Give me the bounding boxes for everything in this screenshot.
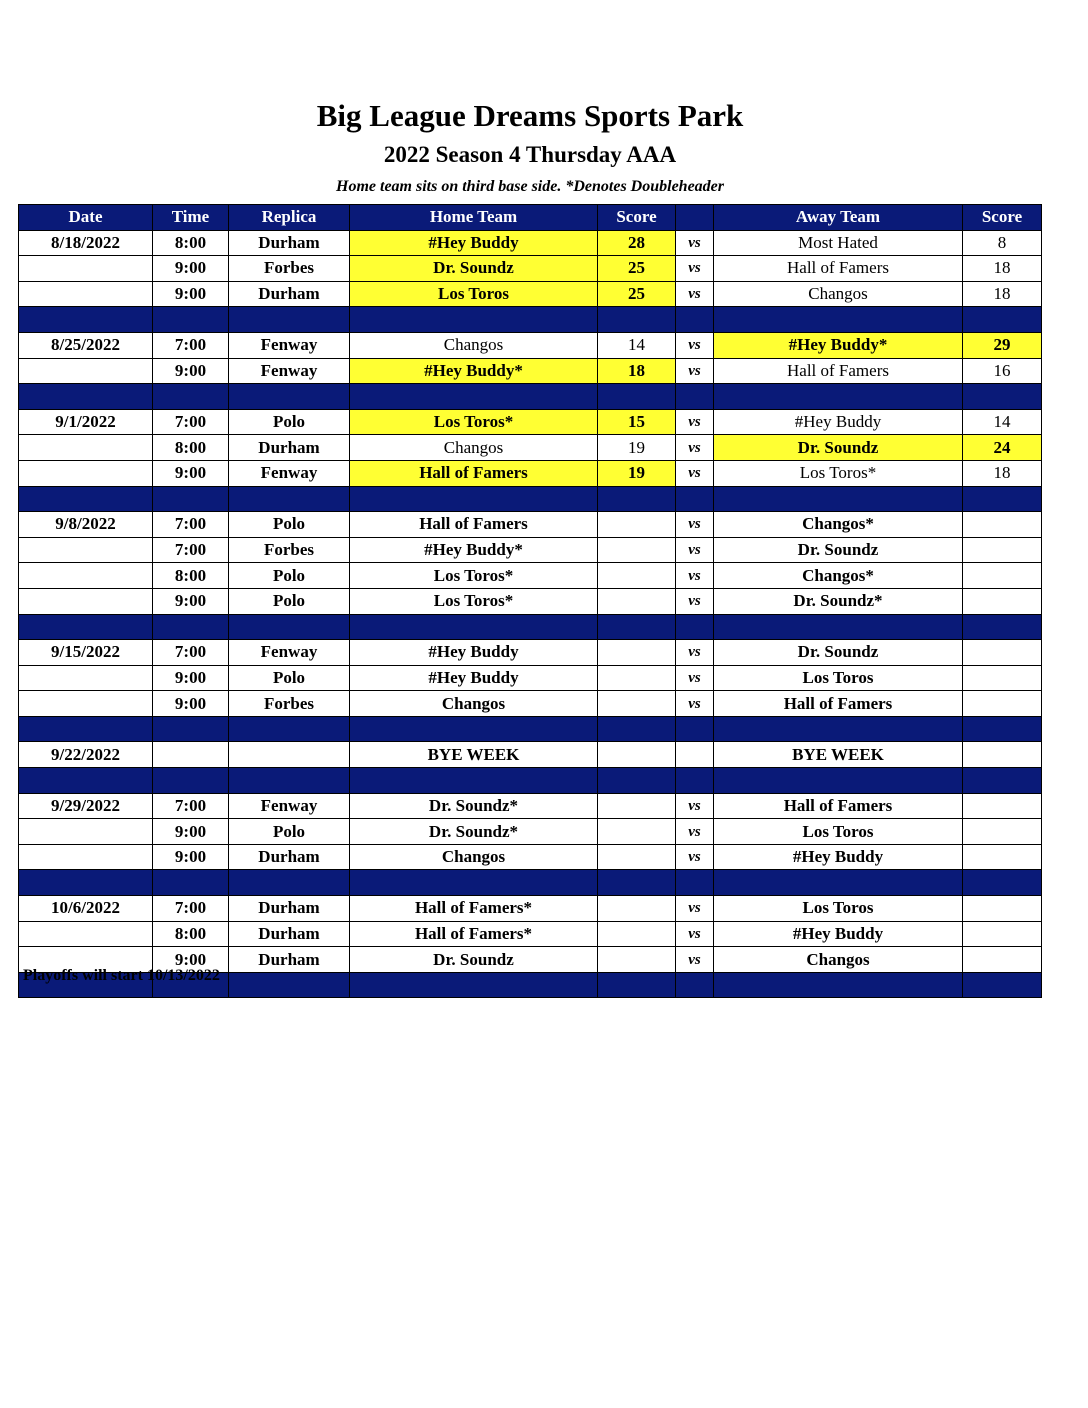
vs-cell: vs [676, 281, 714, 307]
home-team-cell: Dr. Soundz* [350, 819, 598, 845]
table-row [19, 435, 1042, 461]
home-team-cell: #Hey Buddy [350, 230, 598, 256]
away-team-cell: #Hey Buddy [714, 409, 963, 435]
replica-cell: Durham [229, 281, 350, 307]
away-team-cell: #Hey Buddy [714, 921, 963, 947]
time-cell: 8:00 [153, 921, 229, 947]
table-row [19, 332, 1042, 358]
separator-cell [153, 384, 229, 410]
date-cell [19, 819, 153, 845]
replica-cell: Polo [229, 665, 350, 691]
home-score-cell: 25 [598, 281, 676, 307]
home-team-cell: Dr. Soundz* [350, 793, 598, 819]
home-score-cell [598, 563, 676, 589]
time-cell: 9:00 [153, 281, 229, 307]
table-row [19, 460, 1042, 486]
vs-cell: vs [676, 358, 714, 384]
table-row [19, 691, 1042, 717]
away-score-cell [963, 640, 1042, 666]
time-cell: 7:00 [153, 512, 229, 538]
home-score-cell [598, 512, 676, 538]
separator-cell [19, 614, 153, 640]
replica-cell: Fenway [229, 332, 350, 358]
away-score-cell [963, 921, 1042, 947]
page-subtitle: 2022 Season 4 Thursday AAA [383, 142, 677, 167]
separator-row [19, 486, 1042, 512]
home-score-cell [598, 844, 676, 870]
separator-cell [714, 384, 963, 410]
separator-cell [153, 614, 229, 640]
table-row [19, 563, 1042, 589]
date-cell [19, 537, 153, 563]
separator-cell [963, 384, 1042, 410]
separator-cell [598, 384, 676, 410]
away-score-cell: 18 [963, 460, 1042, 486]
vs-cell: vs [676, 793, 714, 819]
table-row [19, 819, 1042, 845]
replica-cell: Durham [229, 896, 350, 922]
away-team-cell: Changos* [714, 512, 963, 538]
date-cell: 9/8/2022 [19, 512, 153, 538]
date-cell [19, 665, 153, 691]
away-team-cell: Dr. Soundz [714, 537, 963, 563]
replica-cell: Durham [229, 230, 350, 256]
home-score-cell [598, 896, 676, 922]
separator-cell [350, 870, 598, 896]
table-row [19, 281, 1042, 307]
away-team-cell: Hall of Famers [714, 691, 963, 717]
schedule-note: Home team sits on third base side. *Denotes Doubleheader [336, 178, 724, 195]
home-team-cell: Dr. Soundz [350, 256, 598, 282]
replica-cell: Polo [229, 819, 350, 845]
table-row [19, 358, 1042, 384]
column-header-home-score: Score [598, 205, 676, 231]
time-cell: 7:00 [153, 409, 229, 435]
separator-row [19, 614, 1042, 640]
date-cell [19, 435, 153, 461]
away-team-cell: Los Toros [714, 819, 963, 845]
home-team-cell: Hall of Famers* [350, 921, 598, 947]
separator-cell [229, 384, 350, 410]
playoffs-note: Playoffs will start 10/13/2022 [23, 967, 220, 984]
away-score-cell [963, 588, 1042, 614]
separator-row [19, 768, 1042, 794]
replica-cell: Forbes [229, 691, 350, 717]
separator-cell [350, 307, 598, 333]
away-team-cell: Los Toros* [714, 460, 963, 486]
date-cell [19, 563, 153, 589]
vs-cell: vs [676, 665, 714, 691]
time-cell: 9:00 [153, 588, 229, 614]
date-cell [19, 281, 153, 307]
away-team-cell: #Hey Buddy [714, 844, 963, 870]
separator-cell [350, 972, 598, 998]
vs-cell: vs [676, 512, 714, 538]
replica-cell: Fenway [229, 460, 350, 486]
away-score-cell [963, 512, 1042, 538]
vs-cell [676, 742, 714, 768]
away-score-cell: 18 [963, 281, 1042, 307]
schedule-table [18, 204, 1042, 998]
time-cell: 9:00 [153, 819, 229, 845]
away-team-cell: #Hey Buddy* [714, 332, 963, 358]
vs-cell: vs [676, 435, 714, 461]
vs-cell: vs [676, 947, 714, 973]
home-team-cell: Hall of Famers [350, 460, 598, 486]
separator-cell [350, 486, 598, 512]
home-team-cell: Hall of Famers [350, 512, 598, 538]
home-team-cell: Los Toros* [350, 563, 598, 589]
separator-cell [350, 768, 598, 794]
separator-cell [598, 486, 676, 512]
away-score-cell [963, 896, 1042, 922]
vs-cell: vs [676, 844, 714, 870]
away-score-cell [963, 742, 1042, 768]
date-cell [19, 358, 153, 384]
separator-cell [963, 768, 1042, 794]
home-team-cell: Los Toros* [350, 588, 598, 614]
away-score-cell [963, 947, 1042, 973]
home-score-cell: 19 [598, 460, 676, 486]
home-team-cell: Los Toros* [350, 409, 598, 435]
column-header-date: Date [19, 205, 153, 231]
replica-cell: Durham [229, 844, 350, 870]
away-team-cell: Hall of Famers [714, 256, 963, 282]
separator-cell [598, 972, 676, 998]
away-team-cell: Most Hated [714, 230, 963, 256]
separator-cell [714, 486, 963, 512]
away-team-cell: Dr. Soundz [714, 435, 963, 461]
away-score-cell: 29 [963, 332, 1042, 358]
separator-cell [229, 307, 350, 333]
replica-cell: Polo [229, 563, 350, 589]
time-cell: 7:00 [153, 640, 229, 666]
home-team-cell: Changos [350, 332, 598, 358]
time-cell [153, 742, 229, 768]
table-row [19, 640, 1042, 666]
separator-cell [714, 614, 963, 640]
table-row [19, 537, 1042, 563]
vs-cell: vs [676, 563, 714, 589]
home-score-cell: 15 [598, 409, 676, 435]
separator-cell [676, 614, 714, 640]
separator-cell [350, 384, 598, 410]
separator-cell [598, 768, 676, 794]
home-team-cell: BYE WEEK [350, 742, 598, 768]
time-cell: 7:00 [153, 896, 229, 922]
time-cell: 9:00 [153, 691, 229, 717]
table-row [19, 665, 1042, 691]
replica-cell: Durham [229, 947, 350, 973]
column-header-vs [676, 205, 714, 231]
table-row [19, 230, 1042, 256]
time-cell: 9:00 [153, 358, 229, 384]
table-row [19, 256, 1042, 282]
away-score-cell [963, 793, 1042, 819]
vs-cell: vs [676, 537, 714, 563]
date-cell: 10/6/2022 [19, 896, 153, 922]
replica-cell: Forbes [229, 256, 350, 282]
replica-cell: Fenway [229, 793, 350, 819]
separator-cell [19, 768, 153, 794]
separator-cell [676, 870, 714, 896]
table-row [19, 588, 1042, 614]
date-cell: 9/15/2022 [19, 640, 153, 666]
column-header-time: Time [153, 205, 229, 231]
away-team-cell: Hall of Famers [714, 358, 963, 384]
separator-cell [229, 486, 350, 512]
vs-cell: vs [676, 230, 714, 256]
time-cell: 7:00 [153, 332, 229, 358]
away-team-cell: Changos* [714, 563, 963, 589]
separator-cell [676, 716, 714, 742]
separator-cell [350, 716, 598, 742]
vs-cell: vs [676, 691, 714, 717]
separator-cell [229, 972, 350, 998]
home-score-cell [598, 819, 676, 845]
away-score-cell: 8 [963, 230, 1042, 256]
replica-cell: Durham [229, 921, 350, 947]
header-row [19, 205, 1042, 231]
separator-cell [963, 870, 1042, 896]
home-score-cell [598, 691, 676, 717]
home-score-cell: 14 [598, 332, 676, 358]
date-cell: 9/22/2022 [19, 742, 153, 768]
date-cell [19, 691, 153, 717]
separator-cell [19, 870, 153, 896]
table-row [19, 793, 1042, 819]
separator-cell [350, 614, 598, 640]
table-row [19, 921, 1042, 947]
date-cell [19, 921, 153, 947]
separator-cell [598, 870, 676, 896]
home-score-cell: 28 [598, 230, 676, 256]
away-score-cell [963, 691, 1042, 717]
separator-cell [598, 716, 676, 742]
home-score-cell [598, 921, 676, 947]
vs-cell: vs [676, 588, 714, 614]
column-header-home-team: Home Team [350, 205, 598, 231]
separator-cell [963, 486, 1042, 512]
column-header-away-team: Away Team [714, 205, 963, 231]
table-row [19, 844, 1042, 870]
away-score-cell [963, 665, 1042, 691]
vs-cell: vs [676, 819, 714, 845]
home-team-cell: #Hey Buddy [350, 640, 598, 666]
home-team-cell: Los Toros [350, 281, 598, 307]
home-team-cell: Changos [350, 691, 598, 717]
home-score-cell [598, 947, 676, 973]
separator-cell [19, 486, 153, 512]
vs-cell: vs [676, 409, 714, 435]
separator-cell [598, 307, 676, 333]
separator-cell [153, 486, 229, 512]
separator-cell [19, 384, 153, 410]
vs-cell: vs [676, 921, 714, 947]
away-team-cell: Dr. Soundz* [714, 588, 963, 614]
home-team-cell: Changos [350, 844, 598, 870]
away-score-cell [963, 819, 1042, 845]
separator-cell [676, 307, 714, 333]
separator-cell [153, 870, 229, 896]
home-score-cell [598, 665, 676, 691]
replica-cell: Durham [229, 435, 350, 461]
separator-row [19, 870, 1042, 896]
away-score-cell [963, 563, 1042, 589]
time-cell: 7:00 [153, 537, 229, 563]
separator-cell [676, 972, 714, 998]
replica-cell: Polo [229, 512, 350, 538]
vs-cell: vs [676, 640, 714, 666]
away-score-cell: 14 [963, 409, 1042, 435]
home-score-cell [598, 640, 676, 666]
away-score-cell: 18 [963, 256, 1042, 282]
separator-row [19, 307, 1042, 333]
away-team-cell: BYE WEEK [714, 742, 963, 768]
replica-cell: Polo [229, 588, 350, 614]
time-cell: 9:00 [153, 844, 229, 870]
home-score-cell: 25 [598, 256, 676, 282]
vs-cell: vs [676, 896, 714, 922]
date-cell: 8/25/2022 [19, 332, 153, 358]
separator-cell [598, 614, 676, 640]
vs-cell: vs [676, 332, 714, 358]
away-team-cell: Los Toros [714, 896, 963, 922]
home-score-cell [598, 537, 676, 563]
separator-cell [676, 768, 714, 794]
time-cell: 9:00 [153, 256, 229, 282]
home-score-cell [598, 588, 676, 614]
replica-cell [229, 742, 350, 768]
separator-cell [963, 972, 1042, 998]
date-cell [19, 460, 153, 486]
separator-cell [676, 384, 714, 410]
home-score-cell: 19 [598, 435, 676, 461]
date-cell [19, 844, 153, 870]
home-score-cell: 18 [598, 358, 676, 384]
away-team-cell: Hall of Famers [714, 793, 963, 819]
home-team-cell: Dr. Soundz [350, 947, 598, 973]
table-row [19, 512, 1042, 538]
table-row [19, 409, 1042, 435]
separator-cell [153, 307, 229, 333]
table-row [19, 896, 1042, 922]
away-team-cell: Los Toros [714, 665, 963, 691]
away-team-cell: Changos [714, 947, 963, 973]
separator-cell [676, 486, 714, 512]
away-score-cell [963, 844, 1042, 870]
home-team-cell: #Hey Buddy* [350, 358, 598, 384]
home-team-cell: Changos [350, 435, 598, 461]
away-team-cell: Changos [714, 281, 963, 307]
time-cell: 9:00 [153, 665, 229, 691]
separator-cell [963, 307, 1042, 333]
time-cell: 7:00 [153, 793, 229, 819]
home-team-cell: Hall of Famers* [350, 896, 598, 922]
separator-cell [714, 870, 963, 896]
vs-cell: vs [676, 256, 714, 282]
separator-cell [229, 870, 350, 896]
column-header-away-score: Score [963, 205, 1042, 231]
replica-cell: Polo [229, 409, 350, 435]
replica-cell: Fenway [229, 640, 350, 666]
column-header-replica: Replica [229, 205, 350, 231]
separator-cell [153, 716, 229, 742]
separator-cell [963, 716, 1042, 742]
vs-cell: vs [676, 460, 714, 486]
home-team-cell: #Hey Buddy* [350, 537, 598, 563]
replica-cell: Fenway [229, 358, 350, 384]
separator-cell [19, 307, 153, 333]
separator-cell [714, 307, 963, 333]
separator-cell [153, 768, 229, 794]
schedule-body [19, 230, 1042, 998]
separator-cell [229, 716, 350, 742]
time-cell: 8:00 [153, 230, 229, 256]
separator-cell [19, 716, 153, 742]
away-score-cell: 16 [963, 358, 1042, 384]
date-cell: 8/18/2022 [19, 230, 153, 256]
time-cell: 9:00 [153, 460, 229, 486]
separator-cell [714, 716, 963, 742]
page-title: Big League Dreams Sports Park [316, 98, 744, 133]
separator-cell [714, 768, 963, 794]
away-score-cell: 24 [963, 435, 1042, 461]
date-cell [19, 588, 153, 614]
date-cell [19, 256, 153, 282]
time-cell: 8:00 [153, 435, 229, 461]
date-cell: 9/29/2022 [19, 793, 153, 819]
home-team-cell: #Hey Buddy [350, 665, 598, 691]
separator-row [19, 716, 1042, 742]
replica-cell: Forbes [229, 537, 350, 563]
separator-cell [963, 614, 1042, 640]
home-score-cell [598, 742, 676, 768]
away-team-cell: Dr. Soundz [714, 640, 963, 666]
away-score-cell [963, 537, 1042, 563]
table-row [19, 742, 1042, 768]
time-cell: 9:00 [153, 947, 229, 973]
separator-cell [714, 972, 963, 998]
separator-row [19, 384, 1042, 410]
time-cell: 8:00 [153, 563, 229, 589]
home-score-cell [598, 793, 676, 819]
separator-cell [229, 614, 350, 640]
separator-cell [229, 768, 350, 794]
date-cell: 9/1/2022 [19, 409, 153, 435]
